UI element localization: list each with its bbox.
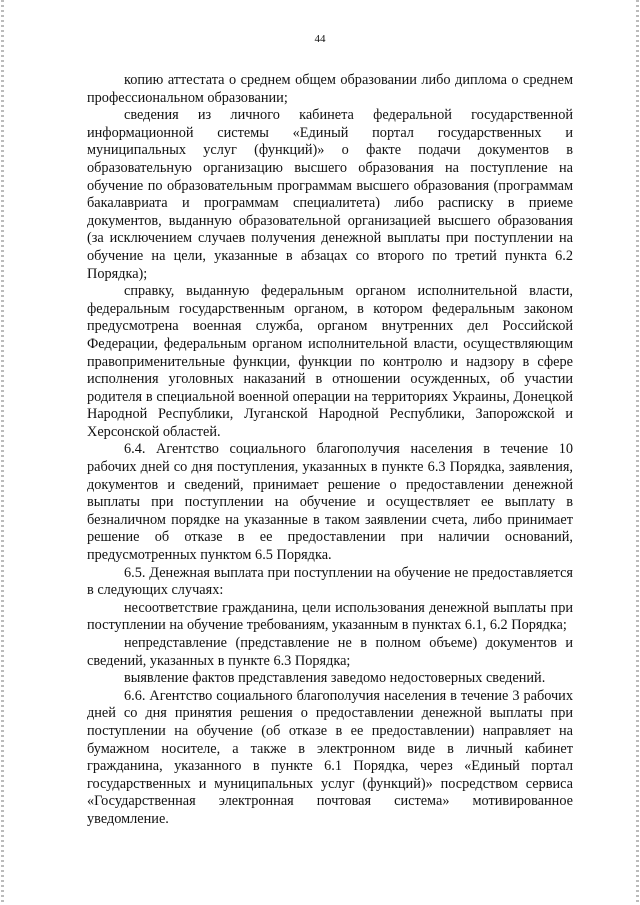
- document-body: [87, 72, 573, 829]
- scan-edge-right: [636, 0, 639, 905]
- paragraph-refusal-reason-3: выявление фактов представления заведомо недостоверных сведений.: [124, 670, 546, 687]
- paragraph-refusal-reason-1: несоответствие гражданина, цели использования денежной выплаты при поступлении на обучение требованиям, указанным в пунктах 6.1, 6.2 Порядка;: [87, 599, 573, 634]
- paragraph-military-certificate: справку, выданную федеральным органом исполнительной власти, федеральным государственным органом, в котором федеральным законом предусмотрена военная служба, органом внутренних дел Российской Федерации, федеральным органом исполнительной власти, осуществляющим правоприменительные функции, функции по контролю и надзору в сфере исполнения уголовных наказаний в отношении осужденных, об участии родителя в специальной военной операции на территориях Украины, Донецкой Народной Республики, Луганской Народной Республики, Запорожской и Херсонской областей.: [87, 283, 573, 440]
- page-number: 44: [314, 33, 326, 45]
- paragraph-gosuslugi-info: сведения из личного кабинета федеральной государственной информационной системы «Единый портал государственных и муниципальных услуг (функций)» о факте подачи документов в образовательную организацию высшего образования на поступление на обучение по образовательным программам высшего образования (программам бакалавриата и программам специалитета) либо расписку в приеме документов, выданную образовательной организацией высшего образования (за исключением случаев получения денежной выплаты при поступлении на обучение на цели, указанные в абзацах со второго по третий пункта 6.2 Порядка);: [87, 107, 573, 282]
- paragraph-6-5: 6.5. Денежная выплата при поступлении на обучение не предоставляется в следующих случаях:: [87, 564, 573, 599]
- paragraph-refusal-reason-2: непредставление (представление не в полном объеме) документов и сведений, указанных в пункте 6.3 Порядка;: [87, 635, 573, 669]
- scan-edge-left: [1, 0, 4, 905]
- paragraph-attestat: копию аттестата о среднем общем образовании либо диплома о среднем профессиональном образовании;: [87, 72, 573, 106]
- paragraph-6-4: 6.4. Агентство социального благополучия населения в течение 10 рабочих дней со дня поступления, указанных в пункте 6.3 Порядка, заявления, документов и сведений, принимает решение о предоставлении денежной выплаты при поступлении на обучение и осуществляет ее выплату в безналичном порядке на указанные в таком заявлении счета, либо принимает решение об отказе в ее предоставлении при наличии оснований, предусмотренных пунктом 6.5 Порядка.: [87, 441, 573, 564]
- paragraph-6-6: 6.6. Агентство социального благополучия населения в течение 3 рабочих дней со дня принятия решения о предоставлении денежной выплаты при поступлении на обучение (об отказе в ее предоставлении) направляет на бумажном носителе, а также в электронном виде в личный кабинет гражданина, указанного в пункте 6.1 Порядка, через «Единый портал государственных и муниципальных услуг (функций)» посредством сервиса «Государственная электронная почтовая система» мотивированное уведомление.: [87, 687, 573, 827]
